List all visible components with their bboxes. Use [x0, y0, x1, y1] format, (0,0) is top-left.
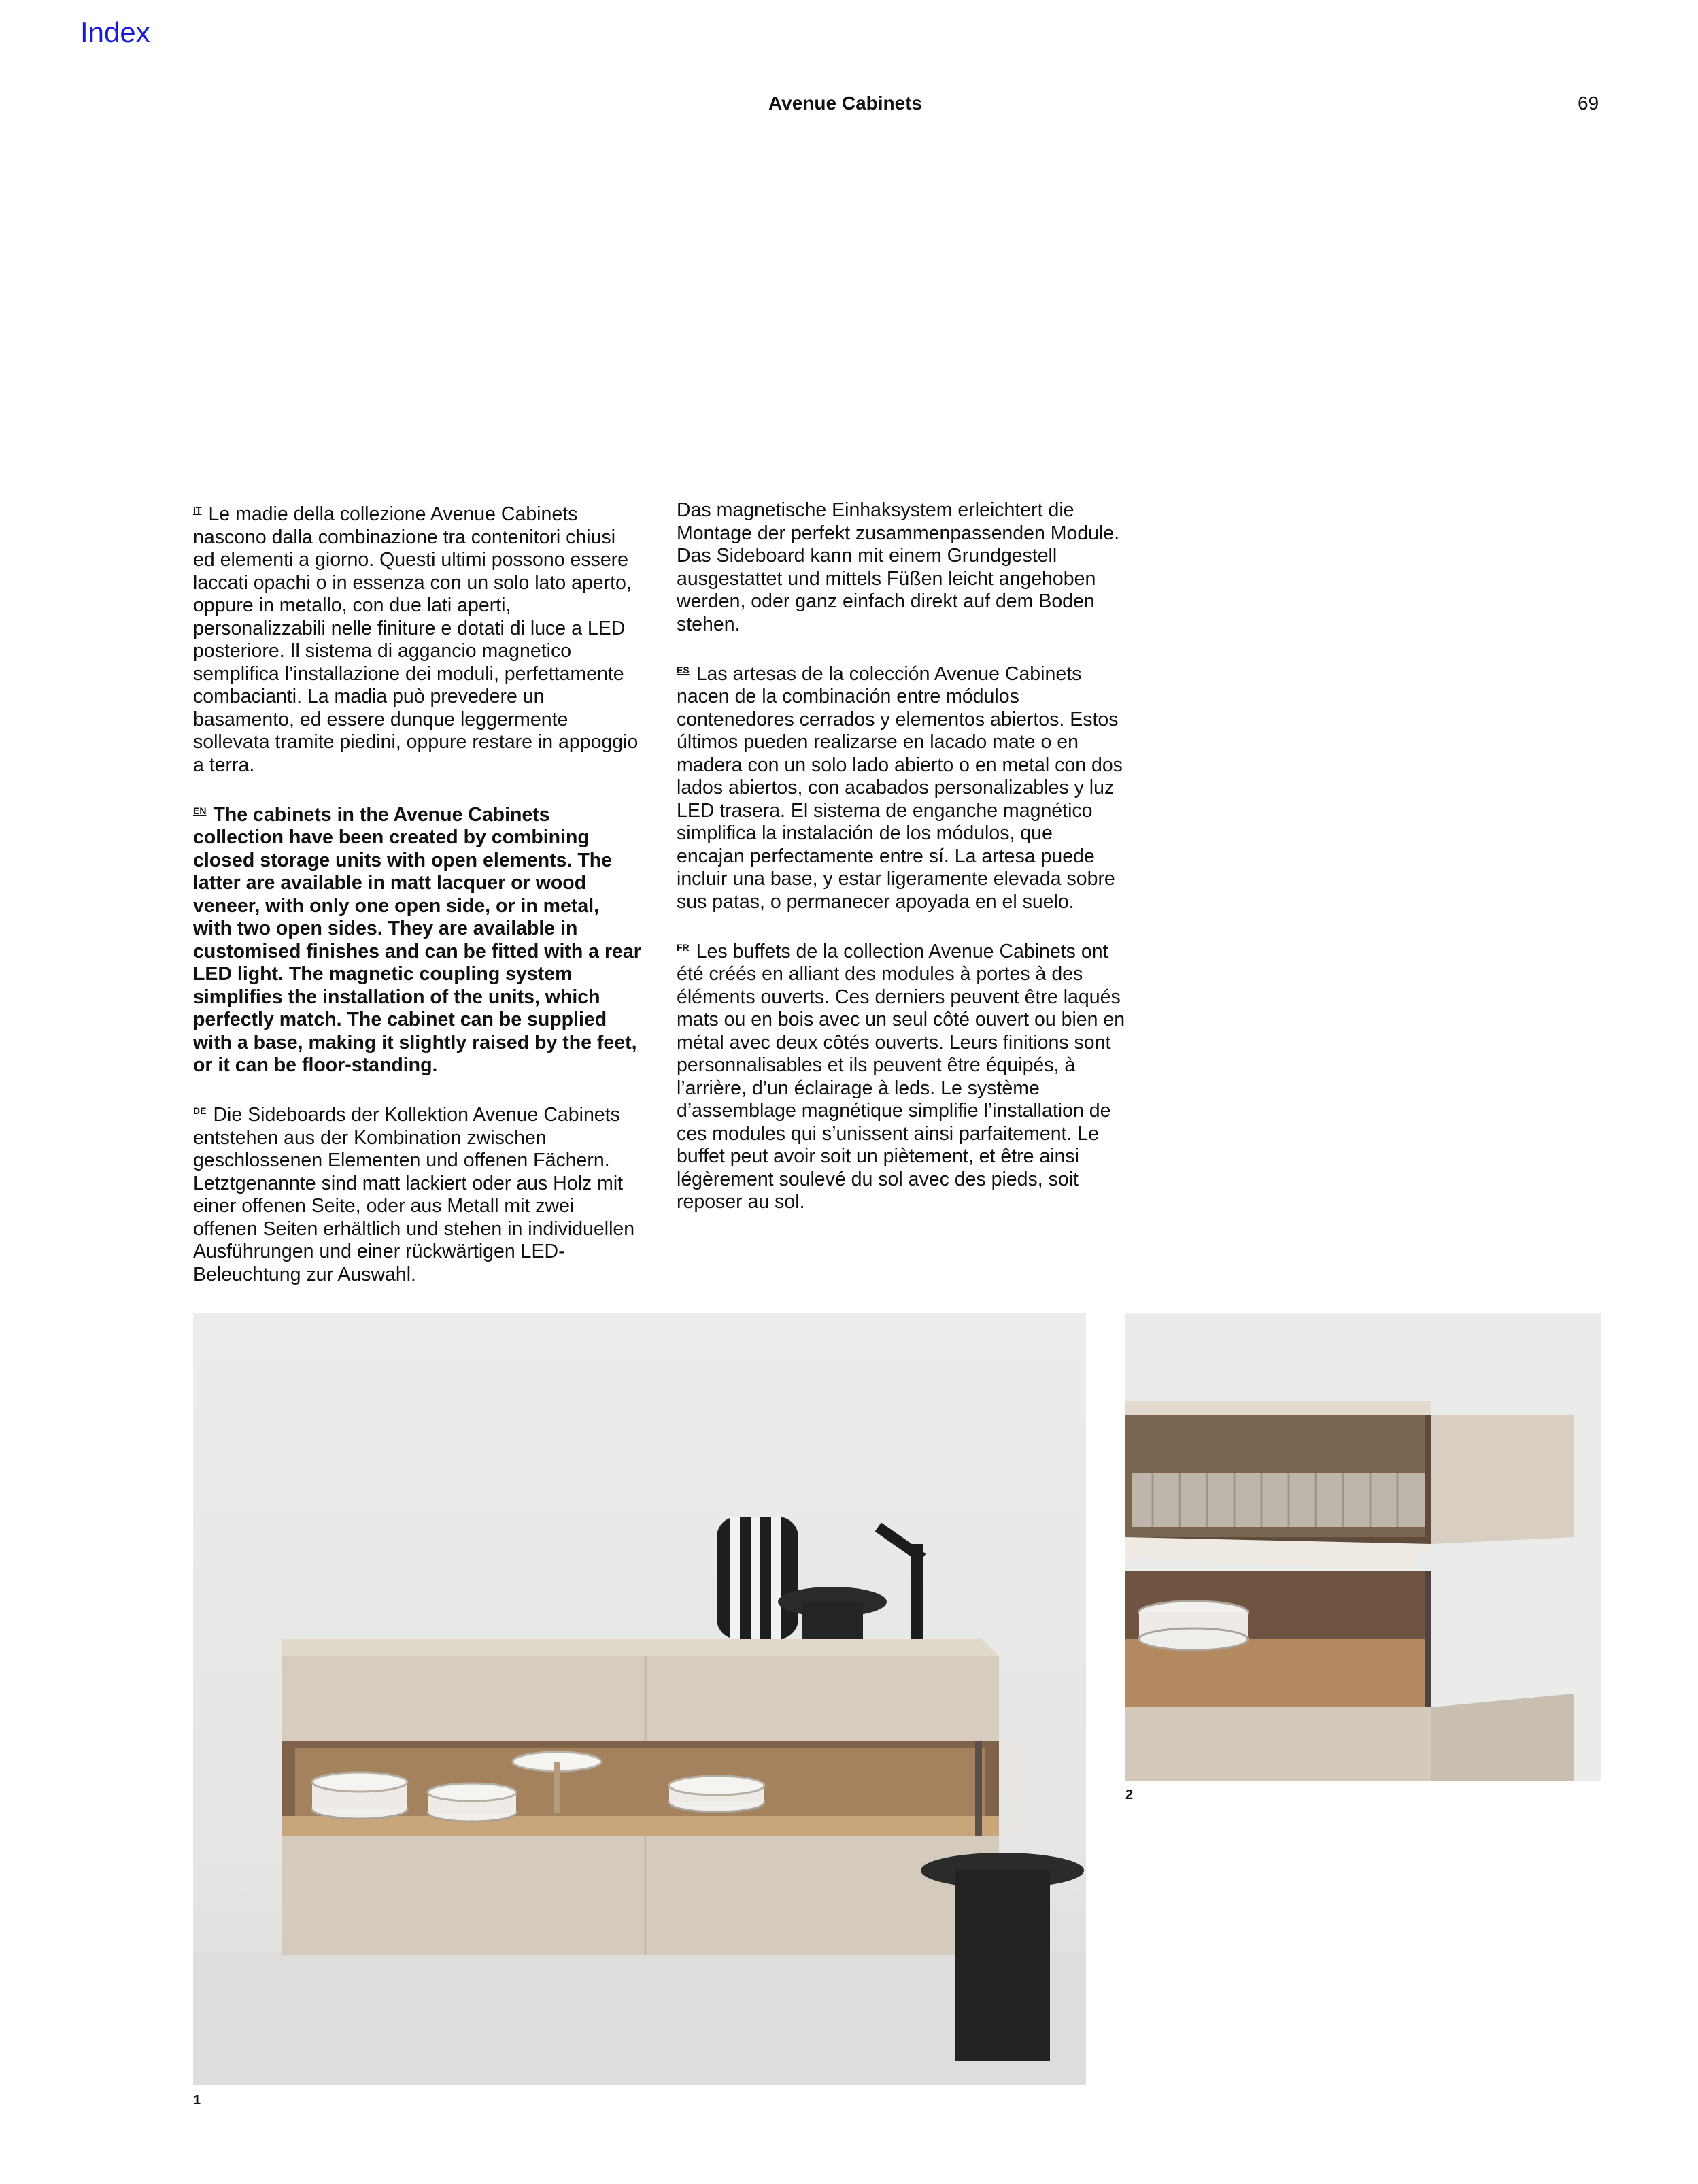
language-tag-en: EN: [193, 805, 207, 816]
photo-sideboard: [193, 1313, 1086, 2085]
paragraph-fr-text: Les buffets de la collection Avenue Cabinets ont été créés en alliant des modules à portes à des éléments ouverts. Ces derniers peuvent être laqués mats ou en bois avec un seul côté ouvert ou bien en métal avec deux côtés ouverts. Leurs finitions sont personnalisables et ils peuvent être équipés, à l’arrière, d’un éclairage à leds. Le système d’assemblage magnétique simplifie l’installation de ces modules qui s’unissent ainsi parfaitement. Le buffet peut avoir soit un piètement, et être ainsi légèrement soulevé du sol avec des pieds, soit reposer au sol.: [677, 940, 1125, 1213]
photo-1-caption: 1: [193, 2093, 201, 2108]
paragraph-it: [193, 499, 642, 777]
page-number: 69: [1578, 93, 1599, 114]
paragraph-it-text: Le madie della collezione Avenue Cabinets nascono dalla combinazione tra contenitori chiusi ed elementi a giorno. Questi ultimi possono essere laccati opachi o in essenza con un solo lato aperto, oppure in metallo, con due lati aperti, personalizzabili nelle finiture e dotati di luce a LED posteriore. Il sistema di aggancio magnetico semplifica l’installazione dei moduli, perfettamente combacianti. La madia può prevedere un basamento, ed essere dunque leggermente sollevata tramite piedini, oppure restare in appoggio a terra.: [193, 503, 639, 776]
page-title: Avenue Cabinets: [768, 93, 923, 114]
paragraph-en: [193, 800, 642, 1077]
text-column-right: [677, 499, 1125, 1237]
language-tag-de: DE: [193, 1105, 207, 1116]
index-link[interactable]: Index: [80, 16, 150, 48]
photo-2-caption: 2: [1125, 1787, 1134, 1802]
language-tag-it: IT: [193, 505, 202, 516]
paragraph-de-continued: [677, 499, 1125, 636]
language-tag-fr: FR: [677, 941, 690, 953]
paragraph-de-continued-text: Das magnetische Einhaksystem erleichtert die Montage der perfekt zusammenpassenden Module. Das Sideboard kann mit einem Grundgestell ausgestattet und mittels Füßen leicht angehoben werden, oder ganz einfach direkt auf dem Boden stehen.: [677, 499, 1120, 635]
paragraph-en-text: The cabinets in the Avenue Cabinets collection have been created by combining closed storage units with open elements. The latter are available in matt lacquer or wood veneer, with only one open side, or in metal, with two open sides. They are available in customised finishes and can be fitted with a rear LED light. The magnetic coupling system simplifies the installation of the units, which perfectly match. The cabinet can be supplied with a base, making it slightly raised by the feet, or it can be floor-standing.: [193, 803, 641, 1076]
photo-detail: [1125, 1313, 1601, 1781]
paragraph-es: [677, 659, 1125, 914]
text-column-left: [193, 499, 642, 1309]
sideboard-illustration: [193, 1313, 1086, 2085]
paragraph-de-text: Die Sideboards der Kollektion Avenue Cabinets entstehen aus der Kombination zwischen geschlossenen Elementen und offenen Fächern. Letztgenannte sind matt lackiert oder aus Holz mit einer offenen Seite, oder aus Metall mit zwei offenen Seiten erhältlich und stehen in individuellen Ausführungen und einer rückwärtigen LED-Beleuchtung zur Auswahl.: [193, 1104, 635, 1286]
cabinet-detail-illustration: [1125, 1313, 1601, 1781]
paragraph-es-text: Las artesas de la colección Avenue Cabinets nacen de la combinación entre módulos contenedores cerrados y elementos abiertos. Estos últimos pueden realizarse en lacado mate o en madera con un solo lado abierto o en metal con dos lados abiertos, con acabados personalizables y luz LED trasera. El sistema de enganche magnético simplifica la instalación de los módulos, que encajan perfectamente entre sí. La artesa puede incluir una base, y estar ligeramente elevada sobre sus patas, o permanecer apoyada en el suelo.: [677, 662, 1123, 913]
paragraph-de: [193, 1100, 642, 1286]
language-tag-es: ES: [677, 664, 690, 675]
paragraph-fr: [677, 937, 1125, 1214]
